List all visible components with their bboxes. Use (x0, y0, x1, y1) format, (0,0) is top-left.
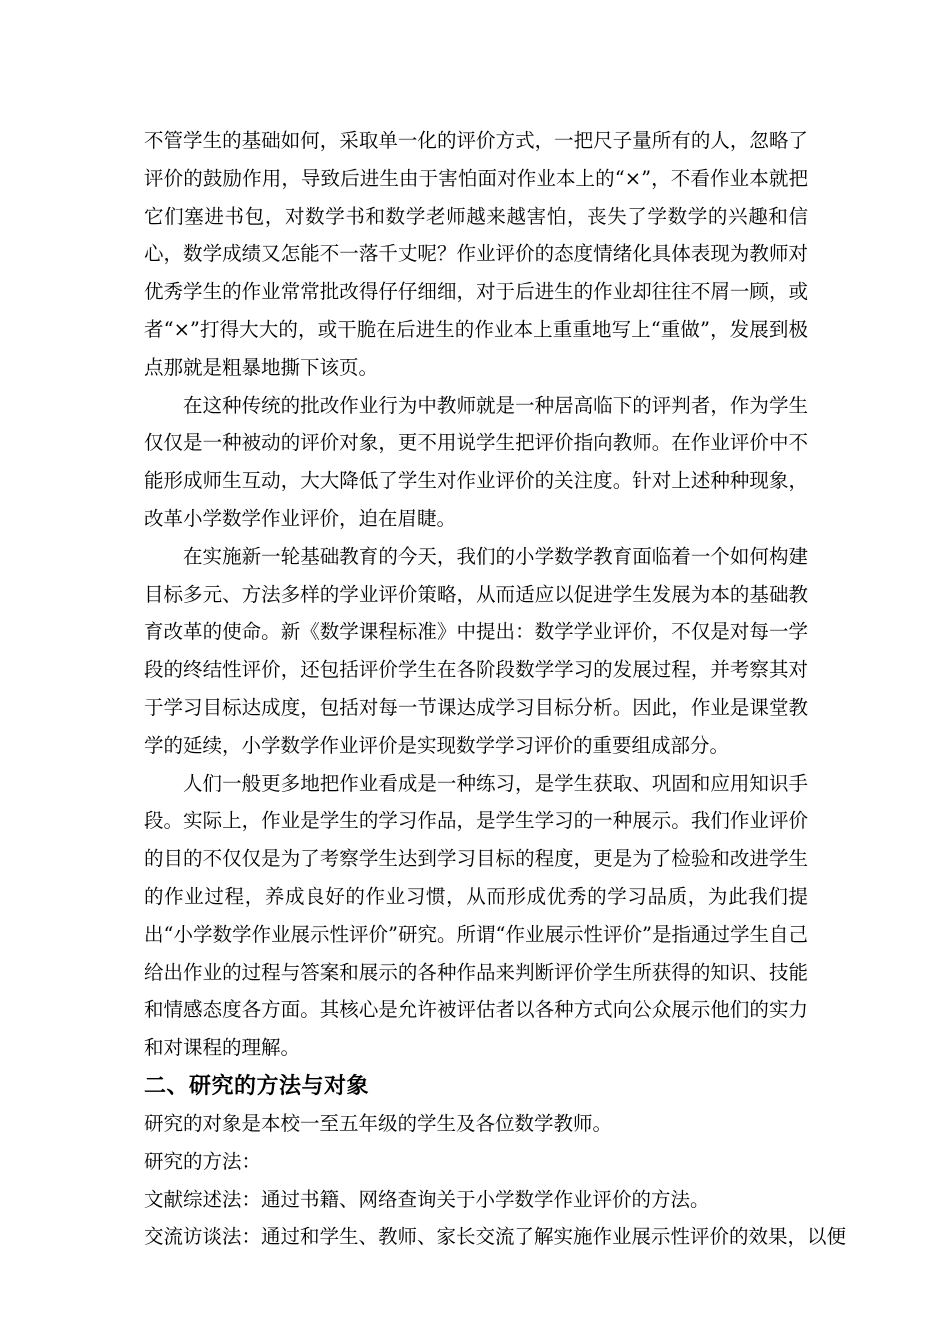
section-heading: 二、研究的方法与对象 (144, 1073, 370, 1099)
paragraph-showcase-evaluation: 人们一般更多地把作业看成是一种练习，是学生获取、巩固和应用知识手段。实际上，作业是学生的学习作品，是学生学习的一种展示。我们作业评价的目的不仅仅是为了考察学生达到学习目标的程度，更是为了检验和改进学生的作业过程，养成良好的作业习惯，从而形成优秀的学习品质，为此我们提出“小学数学作业展示性评价”研究。所谓“作业展示性评价”是指通过学生自己给出作业的过程与答案和展示的各种作品来判断评价学生所获得的知识、技能和情感态度各方面。其核心是允许被评估者以各种方式向公众展示他们的实力和对课程的理解。 (144, 771, 808, 1060)
paragraph-traditional-grading: 在这种传统的批改作业行为中教师就是一种居高临下的评判者，作为学生仅仅是一种被动的评价对象，更不用说学生把评价指向教师。在作业评价中不能形成师生互动，大大降低了学生对作业评价的关注度。针对上述种种现象，改革小学数学作业评价，迫在眉睫。 (144, 393, 808, 530)
paragraph-curriculum-standard: 在实施新一轮基础教育的今天，我们的小学数学教育面临着一个如何构建目标多元、方法多样的学业评价策略，从而适应以促进学生发展为本的基础教育改革的使命。新《数学课程标准》中提出：数学学业评价，不仅是对每一学段的终结性评价，还包括评价学生在各阶段数学学习的发展过程，并考察其对于学习目标达成度，包括对每一节课达成学习目标分析。因此，作业是课堂教学的延续，小学数学作业评价是实现数学学习评价的重要组成部分。 (144, 544, 808, 757)
research-subjects-line: 研究的对象是本校一至五年级的学生及各位数学教师。 (144, 1111, 613, 1135)
literature-review-method: 文献综述法：通过书籍、网络查询关于小学数学作业评价的方法。 (144, 1187, 710, 1211)
research-methods-label: 研究的方法： (144, 1149, 262, 1173)
paragraph-continued: 不管学生的基础如何，采取单一化的评价方式，一把尺子量所有的人，忽略了评价的鼓励作用，导致后进生由于害怕面对作业本上的“×”，不看作业本就把它们塞进书包，对数学书和数学老师越来越害怕，丧失了学数学的兴趣和信心，数学成绩又怎能不一落千丈呢？作业评价的态度情绪化具体表现为教师对优秀学生的作业常常批改得仔仔细细，对于后进生的作业却往往不屑一顾，或者“×”打得大大的，或干脆在后进生的作业本上重重地写上“重做”，发展到极点那就是粗暴地撕下该页。 (144, 129, 808, 379)
interview-method: 交流访谈法：通过和学生、教师、家长交流了解实施作业展示性评价的效果，以便 (144, 1225, 847, 1249)
document-body (144, 122, 847, 1256)
